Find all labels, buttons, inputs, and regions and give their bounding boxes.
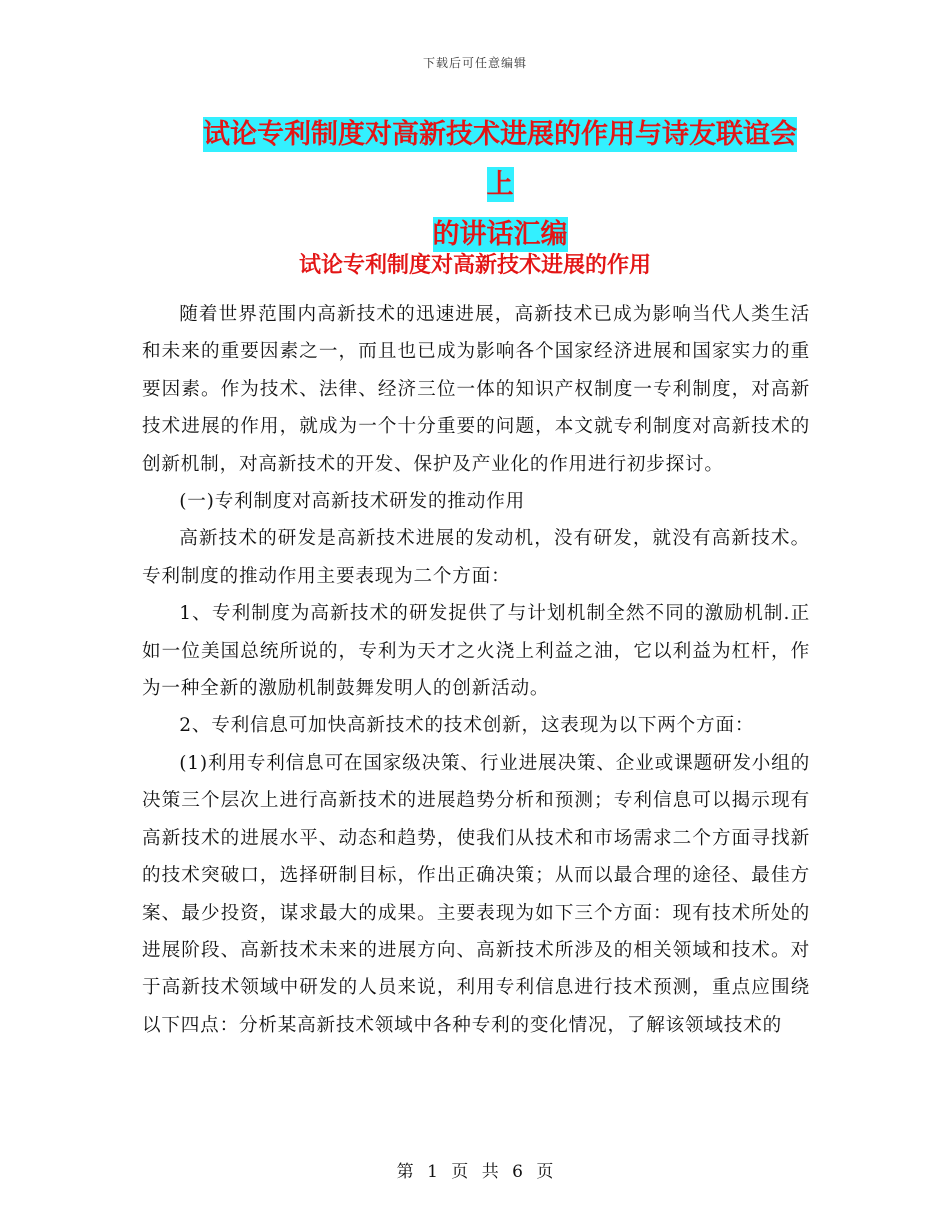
paragraph: 随着世界范围内高新技术的迅速进展，高新技术已成为影响当代人类生活和未来的重要因素之一，而且也已成为影响各个国家经济进展和国家实力的重要因素。作为技术、法律、经济三位一体的知识产权制度一专利制度，对高新技术进展的作用，就成为一个十分重要的问题，本文就专利制度对高新技术的创新机制，对高新技术的开发、保护及产业化的作用进行初步探讨。 (142, 304, 810, 475)
paragraph: (一)专利制度对高新技术研发的推动作用 (179, 491, 525, 513)
document-title-line-2: 的讲话汇编 (432, 219, 568, 250)
paragraph: 1、专利制度为高新技术的研发捉供了与计划机制全然不同的激励机制.正如一位美国总统所说的，专利为天才之火浇上利益之油，它以利益为杠杆，作为一种全新的激励机制鼓舞发明人的创新活动。 (142, 603, 810, 700)
paragraph: 2、专利信息可加快高新技术的技术创新，这表现为以下两个方面： (179, 715, 755, 737)
document-title-line-1: 试论专利制度对高新技术进展的作用与诗友联谊会上 (203, 119, 797, 200)
document-title (190, 110, 810, 260)
paragraph: (1)利用专利信息可在国家级决策、行业进展决策、企业或课题研发小组的决策三个层次上进行高新技术的进展趋势分析和预测；专利信息可以揭示现有高新技术的进展水平、动态和趋势，使我们从技术和市场需求二个方面寻找新的技术突破口，选择研制目标，作出正确决策；从而以最合理的途径、最佳方案、最少投资，谋求最大的成果。主要表现为如下三个方面：现有技术所处的进展阶段、高新技术未来的进展方向、高新技术所涉及的相关领域和技术。对于高新技术领域中研发的人员来说，利用专利信息进行技术预测，重点应围绕以下四点：分析某高新技术领域中各种专利的变化情况，了解该领域技术的 (142, 752, 810, 1036)
section-title: 试论专利制度对高新技术进展的作用 (298, 253, 651, 278)
paragraph: 高新技术的研发是高新技术进展的发动机，没有研发，就没有高新技术。专利制度的推动作用主要表现为二个方面： (142, 528, 810, 587)
page-footer: 第 1 页 共 6 页 (396, 1162, 554, 1182)
header-note: 下载后可任意编辑 (422, 56, 527, 70)
body-text (142, 296, 810, 1044)
